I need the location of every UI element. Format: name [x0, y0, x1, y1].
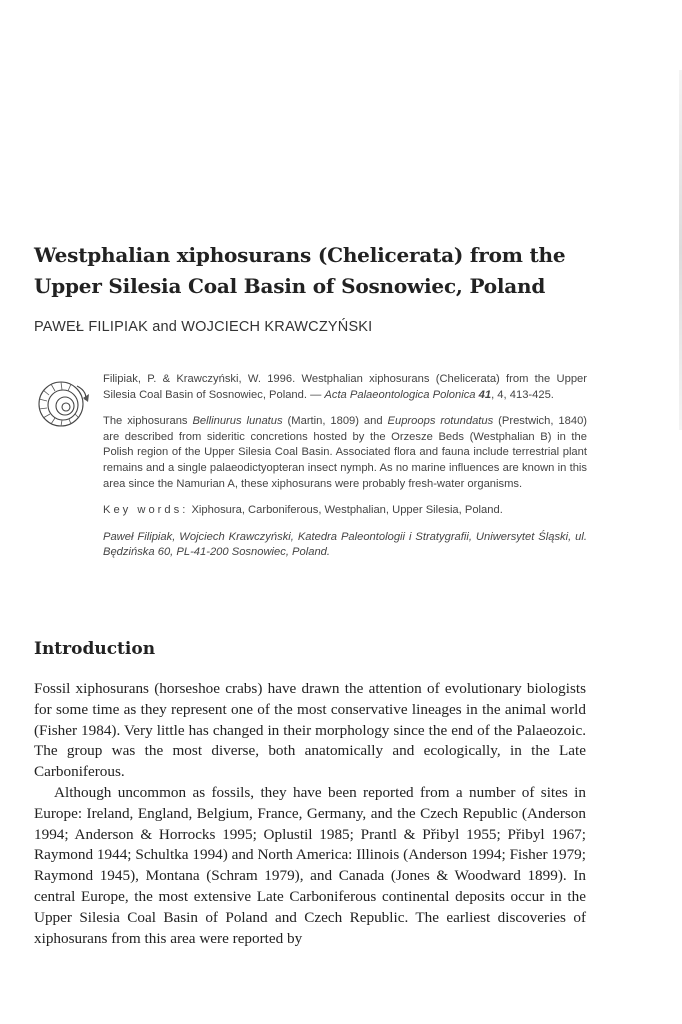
paragraph: Although uncommon as fossils, they have been reported from a number of sites in Europe: Ireland, England, Belgium, France, Germany, and the Czech Republic (Anderson 1994; Anderson & Horrocks 1995; Oplustil 1985; Prantl & Přibyl 1955; Přibyl 1967; Raymond 1944; Schultka 1994) and North America: Illinois (Anderson 1994; Fisher 1979; Raymond 1945), Montana (Schram 1979), and Canada (Jones & Woodward 1899). In central Europe, the most extensive Late Carboniferous continental deposits occur in the Upper Silesia Coal Basin of Poland and Czech Republic. The earliest discoveries of xiphosurans from this area were reported by — [34, 783, 586, 947]
species-name: Euproops rotundatus — [387, 415, 494, 428]
abstract-segment: (Martin, 1809) and — [287, 415, 383, 428]
paragraph: Fossil xiphosurans (horseshoe crabs) have drawn the attention of evolutionary biologists for some time as they represent one of the most conservative lineages in the animal world (Fisher 1984). Very little has changed in their morphology since the end of the Palaeozoic. The group was the most diverse, both anatomically and ecologically, in the Late Carboniferous. — [34, 680, 586, 781]
keywords-line — [103, 503, 587, 519]
keywords-list: Xiphosura, Carboniferous, Westphalian, Upper Silesia, Poland. — [191, 504, 503, 517]
section-heading-introduction: Introduction — [34, 639, 156, 659]
citation — [103, 372, 587, 403]
article-title — [34, 240, 634, 302]
citation-text: Filipiak, P. & Krawczyński, W. 1996. Westphalian xiphosurans (Chelicerata) from the Upper Silesia Coal Basin of Sosnowiec, Poland. — — [103, 373, 587, 401]
title-line-1: Westphalian xiphosurans (Chelicerata) from the — [34, 243, 566, 267]
author-affiliation: Paweł Filipiak, Wojciech Krawczyński, Katedra Paleontologii i Stratygrafii, Uniwersytet Śląski, ul. Będzińska 60, PL-41-200 Sosnowiec, Poland. — [103, 530, 587, 559]
abstract-block — [103, 372, 587, 572]
abstract-segment: (Prestwich, 1840) are described from sideritic concretions hosted by the Orzesze Beds (Westphalian B) in the Polish region of the Upper Silesia Coal Basin. Associated flora and fauna include terrestrial plant remains and a single palaeodictyopteran insect nymph. As no marine influences are known in this area since the Namurian A, these xiphosurans were probably fresh-water organisms. — [103, 415, 588, 490]
abstract-segment: The xiphosurans — [103, 415, 188, 428]
species-name: Bellinurus lunatus — [192, 415, 283, 428]
keywords-label: Key words: — [103, 504, 189, 517]
abstract-text — [103, 414, 587, 492]
journal-pages: , 4, 413-425. — [491, 388, 554, 401]
journal-volume: 41 — [478, 388, 492, 401]
author-list: PAWEŁ FILIPIAK and WOJCIECH KRAWCZYŃSKI — [34, 319, 373, 335]
introduction-body — [34, 679, 586, 949]
ammonite-logo-icon — [33, 368, 93, 438]
title-line-2: Upper Silesia Coal Basin of Sosnowiec, Poland — [34, 274, 546, 298]
journal-name: Acta Palaeontologica Polonica — [324, 388, 476, 401]
